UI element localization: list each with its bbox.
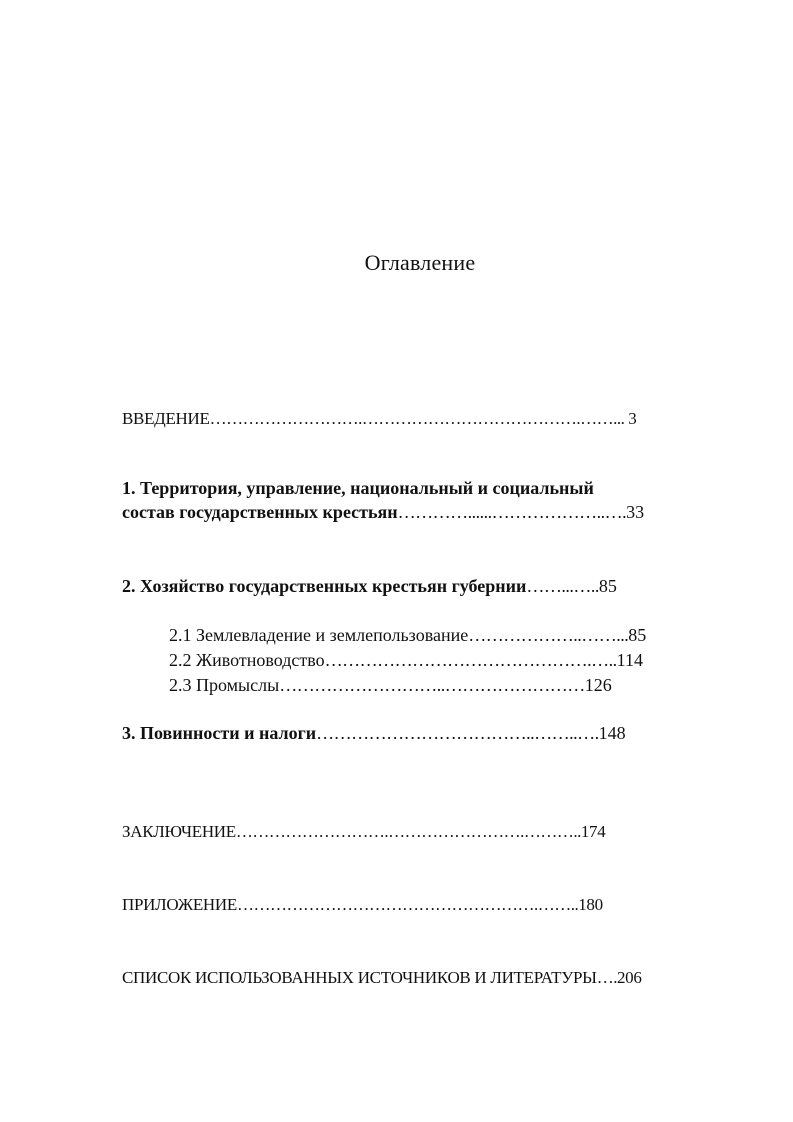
toc-page-number: 180 [578,895,603,914]
toc-entry-bibliography[interactable] [122,967,642,989]
toc-leader-dots: …………......………………..…. [397,502,627,522]
toc-page-number: 148 [598,723,626,743]
toc-entry-label: 3. Повинности и налоги [122,723,317,743]
toc-page-number: 174 [580,822,606,841]
toc-entry-label: 1. Территория, управление, национальный и социальный [122,478,594,498]
toc-entry-chapter-3[interactable] [122,722,626,744]
toc-leader-dots: ……...….. [526,576,599,596]
toc-entry-label: 2. Хозяйство государственных крестьян губернии [122,576,527,596]
toc-entry-label: состав государственных крестьян [122,502,398,522]
page-title: Оглавление [364,250,476,275]
toc-entry-conclusion[interactable] [122,821,605,843]
toc-leader-dots: ……………………….…………………….……….. [235,822,581,841]
toc-leader-dots: ………………………………..……..…. [316,723,599,743]
toc-entry-section-2-2[interactable] [169,649,643,671]
toc-entry-section-2-3[interactable] [169,674,612,696]
toc-entry-label: 2.2 Животноводство [169,650,325,670]
toc-leader-dots: ………………..……... [468,625,629,645]
toc-page-number: 33 [626,502,645,522]
toc-entry-chapter-2[interactable] [122,575,617,597]
toc-entry-label: 2.3 Промыслы [169,675,280,695]
toc-leader-dots: ……………………………………………….…….. [236,895,579,914]
toc-entry-label: 2.1 Землевладение и землепользование [169,625,469,645]
toc-leader-dots: ……………………………………….….. [324,650,617,670]
toc-entry-label: ПРИЛОЖЕНИЕ [122,895,237,914]
toc-entry-chapter-1[interactable] [122,477,594,499]
toc-entry-label: СПИСОК ИСПОЛЬЗОВАННЫХ ИСТОЧНИКОВ И ЛИТЕРАТУРЫ [122,968,597,987]
toc-page-number: 114 [616,650,643,670]
toc-entry-chapter-1-cont[interactable] [122,501,644,523]
toc-entry-appendix[interactable] [122,894,603,916]
toc-entry-introduction[interactable] [122,408,637,430]
toc-entry-section-2-1[interactable] [169,624,646,646]
toc-page-number: 126 [584,675,612,695]
toc-entry-label: ВВЕДЕНИЕ [122,409,210,428]
toc-leader-dots: ……………………….………………………………….……... [209,409,625,428]
toc-page-number: 85 [628,625,647,645]
toc-page-number: 206 [616,968,642,987]
toc-page-number: 3 [624,409,637,428]
toc-entry-label: ЗАКЛЮЧЕНИЕ [122,822,236,841]
toc-leader-dots: ………………………..…………………… [279,675,585,695]
toc-page-number: 85 [598,576,617,596]
toc-leader-dots: …. [596,968,617,987]
